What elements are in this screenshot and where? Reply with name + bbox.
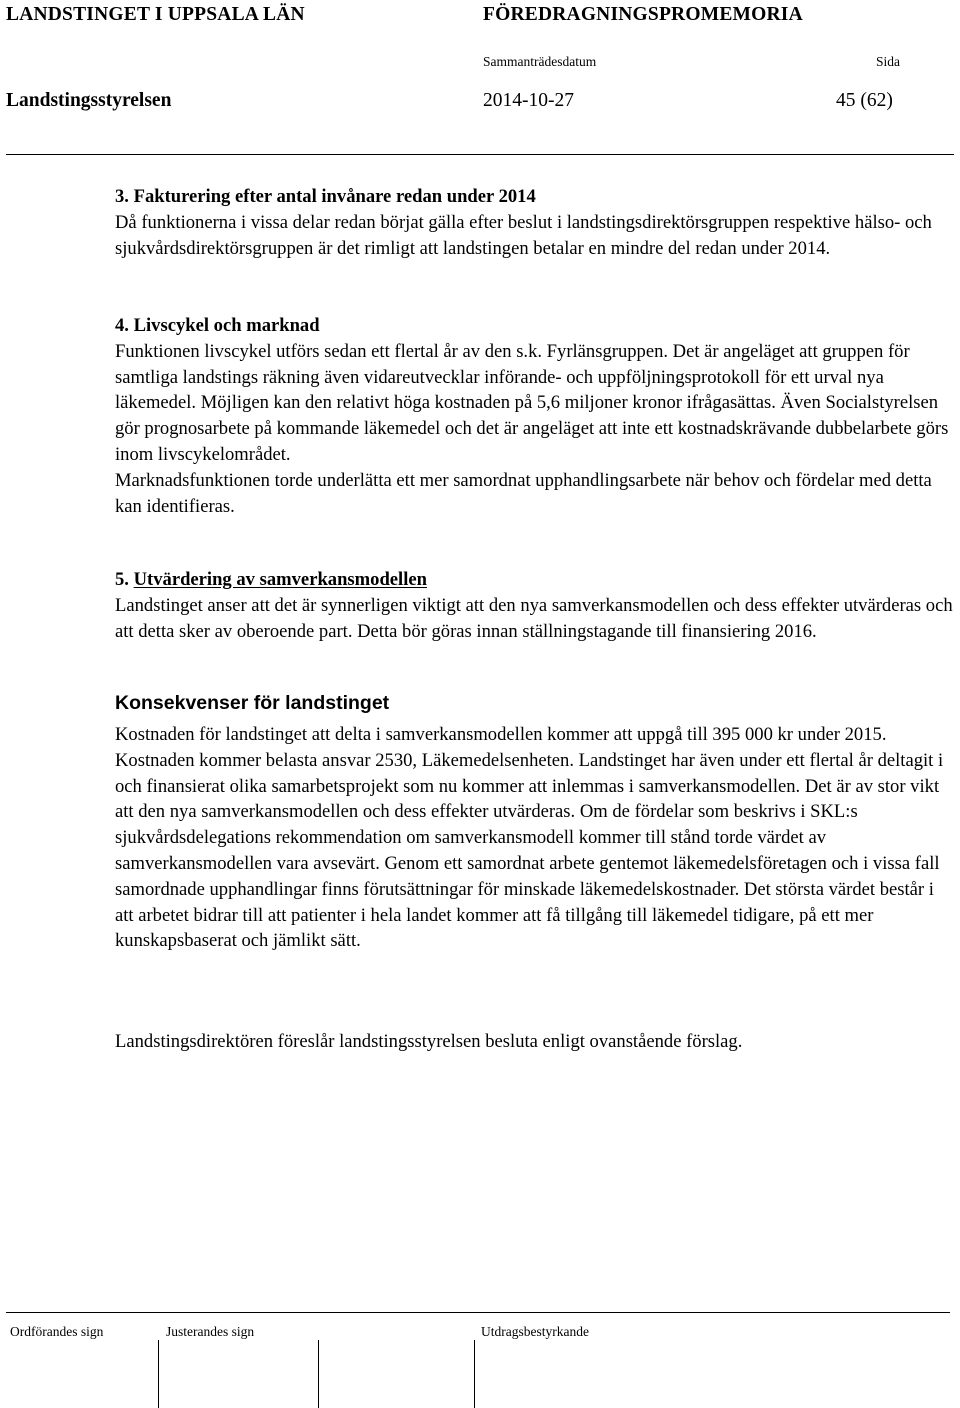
- section-5-heading: [115, 567, 957, 593]
- section-3: [115, 184, 957, 261]
- consequences-section: [115, 691, 957, 717]
- signature-box-divider: [474, 1340, 475, 1408]
- page-number: 45 (62): [836, 90, 893, 111]
- extract-certification-label: Utdragsbestyrkande: [481, 1324, 589, 1339]
- consequences-body-block: [115, 722, 957, 954]
- section-4-body-2: Marknadsfunktionen torde underlätta ett mer samordnat upphandlingsarbete när behov och fördelar med detta kan identifieras.: [115, 469, 932, 517]
- page-label: Sida: [876, 54, 901, 69]
- consequences-heading: Konsekvenser för landstinget: [115, 692, 390, 714]
- adjuster-signature-label: Justerandes sign: [166, 1324, 255, 1339]
- meeting-date-label: Sammanträdesdatum: [483, 54, 597, 69]
- signature-box-divider: [158, 1340, 159, 1408]
- footer-divider: [6, 1312, 950, 1313]
- board-name: Landstingsstyrelsen: [6, 90, 172, 111]
- proposal-block: [115, 1029, 957, 1055]
- proposal-text: Landstingsdirektören föreslår landstingsstyrelsen besluta enligt ovanstående förslag.: [115, 1031, 743, 1052]
- section-5: [115, 567, 957, 644]
- section-5-title: Utvärdering av samverkansmodellen: [133, 569, 427, 590]
- header-divider: [6, 154, 954, 155]
- section-3-body: Då funktionerna i vissa delar redan börjat gälla efter beslut i landstingsdirektörsgruppen respektive hälso- och sjukvårdsdirektörsgruppen är det rimligt att landstingen betalar en mindre del redan under 2014.: [115, 211, 932, 259]
- chair-signature-label: Ordförandes sign: [10, 1324, 104, 1339]
- document-type: FÖREDRAGNINGSPROMEMORIA: [483, 4, 803, 25]
- signature-box-divider: [318, 1340, 319, 1408]
- section-4-number: 4.: [115, 315, 129, 336]
- section-4-body: Funktionen livscykel utförs sedan ett flertal år av den s.k. Fyrlänsgruppen. Det är angeläget att gruppen för samtliga landstings räkning även vidareutvecklar införande- och uppföljningsprotokoll för ett urval nya läkemedel. Möjligen kan den relativt höga kostnaden på 5,6 miljoner kronor ifrågasättas. Även Socialstyrelsen gör prognosarbete på kommande läkemedel och det är angeläget att inte ett kostnadskrävande dubbelarbete görs inom livscykelområdet.: [115, 340, 949, 465]
- section-3-title: 3. Fakturering efter antal invånare redan under 2014: [115, 186, 536, 207]
- section-5-body: Landstinget anser att det är synnerligen viktigt att den nya samverkansmodellen och dess effekter utvärderas och att detta sker av oberoende part. Detta bör göras innan ställningstagande till finansiering 2016.: [115, 594, 953, 642]
- section-5-number: 5.: [115, 569, 129, 590]
- signature-footer: [6, 1312, 950, 1408]
- organization-name: LANDSTINGET I UPPSALA LÄN: [6, 4, 305, 25]
- section-4-heading: [115, 313, 957, 339]
- section-4: [115, 313, 957, 519]
- meeting-date: 2014-10-27: [483, 90, 574, 111]
- consequences-body: Kostnaden för landstinget att delta i samverkansmodellen kommer att uppgå till 395 000 kr under 2015. Kostnaden kommer belasta ansvar 2530, Läkemedelsenheten. Landstinget har även under ett flertal år deltagit i och finansierat olika samarbetsprojekt som nu kommer att inlemmas i samverkansmodellen. Det är av stor vikt att den nya samverkansmodellen och dess effekter utvärderas. Om de fördelar som beskrivs i SKL:s sjukvårdsdelegations rekommendation om samverkansmodell kommer till stånd torde värdet av samverkansmodellen vara avsevärt. Genom ett samordnat arbete gentemot läkemedelsföretagen och i vissa fall samordnade upphandlingar finns förutsättningar för minskade läkemedelskostnader. Det största värdet består i att arbetet bidrar till att patienter i hela landet kommer att få tillgång till läkemedel tidigare, på ett mer kunskapsbaserat och jämlikt sätt.: [115, 724, 944, 952]
- section-4-title: Livscykel och marknad: [133, 315, 320, 336]
